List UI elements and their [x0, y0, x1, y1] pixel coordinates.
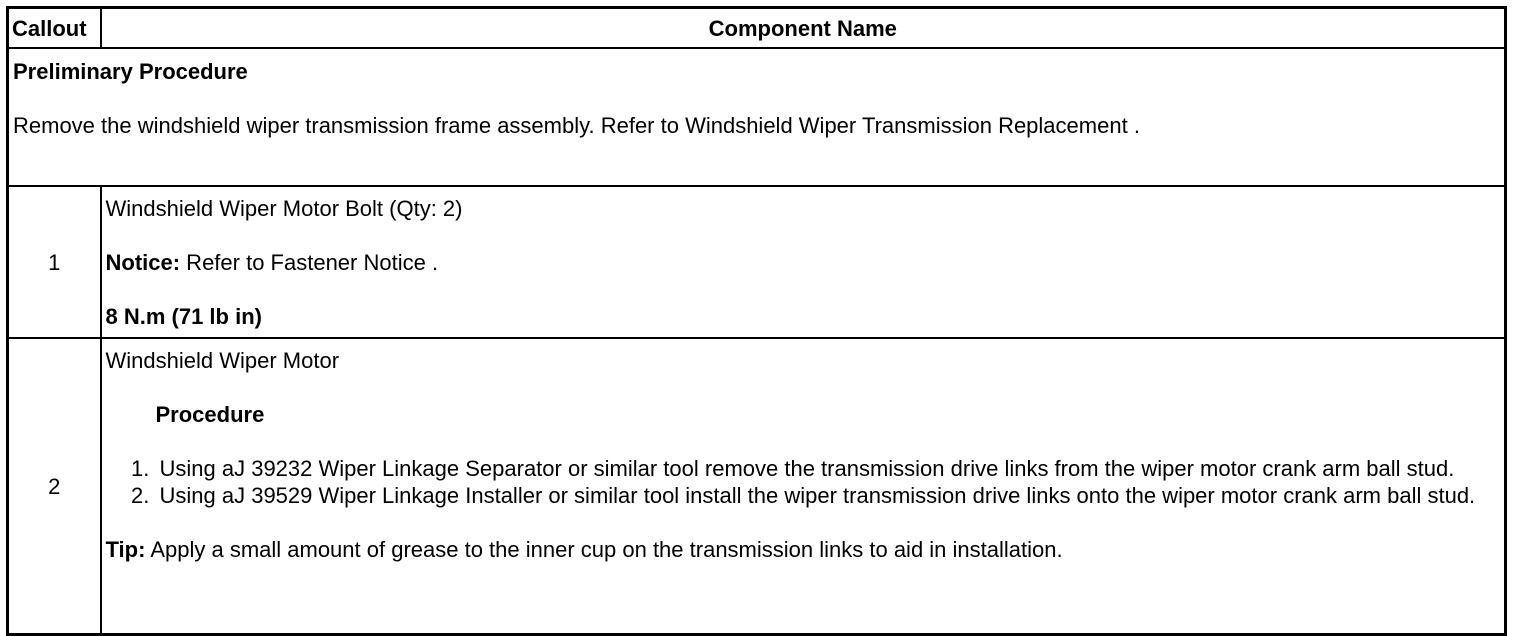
notice-text: Refer to Fastener Notice . — [180, 250, 439, 275]
notice — [106, 249, 1501, 276]
preliminary-text-after: . — [1127, 113, 1140, 138]
torque-spec — [106, 303, 1501, 330]
preliminary-text-before: Remove the windshield wiper transmission frame assembly. Refer to — [13, 113, 686, 138]
tip-label: Tip: — [105, 537, 146, 562]
replacement-link[interactable]: Windshield Wiper Transmission Replacement — [685, 113, 1128, 138]
component-name: Windshield Wiper Motor — [105, 348, 340, 373]
procedure-steps — [106, 455, 1501, 509]
procedure-title: Procedure — [155, 402, 265, 427]
preliminary-title: Preliminary Procedure — [13, 59, 248, 84]
notice-label: Notice: — [105, 250, 181, 275]
procedure-table — [6, 6, 1507, 636]
torque-value: 8 N.m (71 lb in) — [105, 304, 262, 329]
callout-number: 2 — [8, 338, 101, 635]
callout-column-header: Callout — [8, 8, 101, 49]
component-cell — [101, 186, 1506, 338]
component-name: Windshield Wiper Motor Bolt (Qty: 2) — [105, 196, 463, 221]
preliminary-row — [8, 48, 1506, 186]
table-header-row — [8, 8, 1506, 49]
table-row — [8, 338, 1506, 635]
table-row — [8, 186, 1506, 338]
preliminary-cell — [8, 48, 1506, 186]
component-name-column-header: Component Name — [101, 8, 1506, 49]
tip-text: Apply a small amount of grease to the inner cup on the transmission links to aid in installation. — [145, 537, 1063, 562]
callout-number: 1 — [8, 186, 101, 338]
tip — [106, 536, 1501, 563]
component-cell — [101, 338, 1506, 635]
preliminary-text — [13, 112, 1500, 139]
procedure-step: 1. Using aJ 39232 Wiper Linkage Separator or similar tool remove the transmission drive links from the wiper motor crank arm ball stud. — [156, 455, 1501, 482]
procedure-step: 2. Using aJ 39529 Wiper Linkage Installer or similar tool install the wiper transmission drive links onto the wiper motor crank arm ball stud. — [156, 482, 1501, 509]
